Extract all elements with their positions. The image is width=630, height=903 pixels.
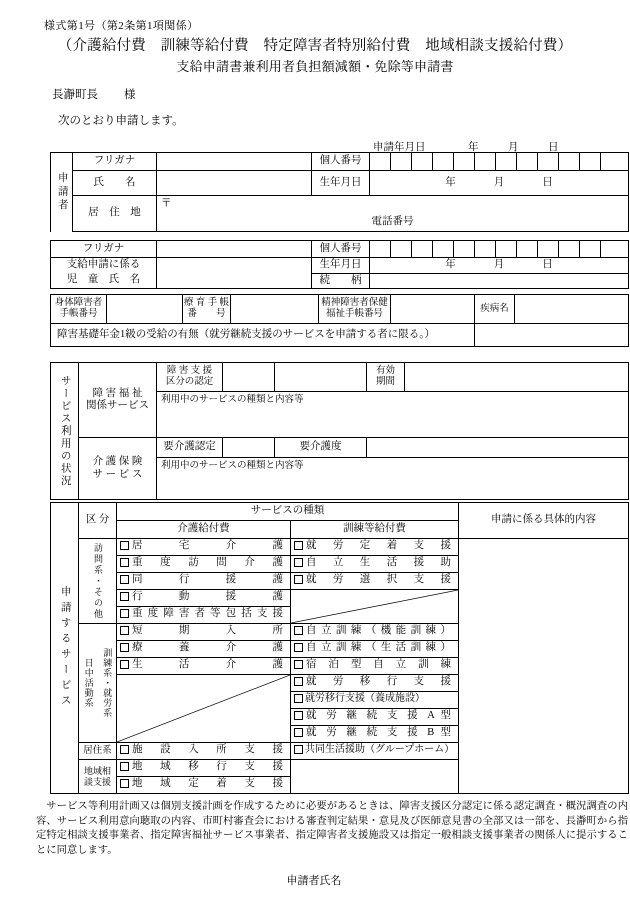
- application-date-month: 月: [508, 142, 519, 153]
- child-mynumber-label: 個人番号: [312, 241, 370, 258]
- service-checkbox-group-home[interactable]: 共同生活援助（グループホーム）: [291, 743, 459, 760]
- services-care-header: 介護給付費: [117, 521, 291, 539]
- services-group-label-community: 地域相 談支援: [79, 760, 117, 794]
- mynumber-cell[interactable]: [370, 153, 391, 171]
- mynumber-cell[interactable]: [517, 153, 538, 171]
- mynumber-cell[interactable]: [559, 241, 580, 258]
- services-group-label-daytime: 日中活動系 訓練系・就労系: [79, 624, 117, 743]
- disability-classification-label: 障 害 支 援 区分の認定: [157, 363, 223, 392]
- services-type-header: サービスの種類: [117, 503, 459, 521]
- applicant-furigana-value[interactable]: [157, 153, 312, 171]
- applicant-name-value[interactable]: [157, 171, 312, 196]
- child-birthdate-value[interactable]: [370, 258, 629, 274]
- checkbox-icon[interactable]: [294, 541, 303, 550]
- applicant-table: [50, 152, 629, 232]
- ryoiku-certificate-label: 療 育 手 帳 番 号: [183, 295, 231, 324]
- welfare-service-label: 障 害 福 祉 関係サービス: [79, 363, 157, 438]
- validity-period-value[interactable]: [405, 363, 629, 392]
- services-category-header: 区 分: [79, 503, 117, 539]
- mynumber-cell[interactable]: [454, 241, 475, 258]
- welfare-services-in-use[interactable]: 利用中のサービスの種類と内容等: [157, 392, 629, 438]
- mynumber-cell[interactable]: [433, 153, 454, 171]
- service-checkbox-independence-functional[interactable]: 自 立 訓 練 （ 機 能 訓 練 ）: [291, 624, 459, 641]
- service-checkbox-medical-care[interactable]: 療 養 介 護: [117, 641, 291, 658]
- disability-classification-value[interactable]: [223, 363, 275, 392]
- checkbox-icon[interactable]: [294, 643, 303, 652]
- birth-year: 年: [445, 259, 456, 271]
- services-training-blank-diagonal: [291, 590, 459, 624]
- pension-answer-value[interactable]: [475, 324, 629, 347]
- ryoiku-certificate-value[interactable]: [231, 295, 319, 324]
- service-checkbox-independence-living[interactable]: 自 立 訓 練 （ 生 活 訓 練 ）: [291, 641, 459, 658]
- birth-day: 日: [542, 176, 553, 188]
- mynumber-cell[interactable]: [538, 241, 559, 258]
- service-checkbox-comprehensive-support[interactable]: 重度障害者等包括支援: [117, 607, 291, 624]
- care-level-value[interactable]: [367, 438, 629, 458]
- service-checkbox-continuous-employment-a[interactable]: 就 労 継 続 支 援 A 型: [291, 709, 459, 726]
- child-relation-label: 続 柄: [312, 273, 370, 289]
- child-furigana-value[interactable]: [157, 241, 312, 258]
- lead-in-text: 次のとおり申請します。: [58, 115, 184, 127]
- applicant-address-label: 居 住 地: [73, 196, 157, 232]
- service-checkbox-facility-entry-support[interactable]: 施 設 入 所 支 援: [117, 743, 291, 760]
- addressee: [52, 86, 136, 102]
- child-name-label-line2: 児 童 氏 名: [51, 273, 157, 289]
- checkbox-icon[interactable]: [294, 745, 303, 754]
- mynumber-cell[interactable]: [475, 241, 496, 258]
- usage-status-side-label: サービス利用の状況: [51, 363, 79, 500]
- checkbox-icon[interactable]: [294, 711, 303, 720]
- service-checkbox-employment-transition[interactable]: 就 労 移 行 支 援: [291, 675, 459, 692]
- mynumber-cell[interactable]: [538, 153, 559, 171]
- mental-certificate-label: 精神障害者保健 福祉手帳番号: [319, 295, 391, 324]
- service-checkbox-home-care[interactable]: 居 宅 介 護: [117, 539, 291, 556]
- checkbox-icon[interactable]: [120, 575, 129, 584]
- birth-month: 月: [493, 259, 505, 271]
- services-side-label: 申請するサービス: [51, 503, 79, 794]
- form-title-line2: 支給申請書兼利用者負担額減額・免除等申請書: [176, 59, 454, 74]
- child-birthdate-label: 生年月日: [312, 258, 370, 274]
- insurance-services-in-use[interactable]: 利用中のサービスの種類と内容等: [157, 458, 629, 500]
- form-number: 様式第1号（第2条第1項関係）: [44, 20, 199, 32]
- mynumber-cell[interactable]: [391, 241, 412, 258]
- application-date-year: 年: [468, 142, 479, 153]
- service-checkbox-independent-living-aid[interactable]: 自 立 生 活 援 助: [291, 556, 459, 573]
- mynumber-cell[interactable]: [433, 241, 454, 258]
- signature-line: [0, 872, 630, 888]
- checkbox-icon[interactable]: [294, 558, 303, 567]
- checkbox-icon[interactable]: [120, 626, 129, 635]
- applicant-birthdate-label: 生年月日: [312, 171, 370, 196]
- application-date-label: 申請年月日: [373, 142, 426, 153]
- service-checkbox-daily-life-care[interactable]: 生 活 介 護: [117, 658, 291, 675]
- services-group-label-residential: 居住系: [79, 743, 117, 760]
- services-detail-header: 申請に係る具体的内容: [459, 503, 629, 539]
- signature-label: 申請者氏名: [286, 875, 342, 887]
- consent-paragraph: [36, 800, 628, 858]
- applicant-birthdate-value[interactable]: [370, 171, 629, 196]
- service-checkbox-continuous-employment-b[interactable]: 就 労 継 続 支 援 B 型: [291, 726, 459, 743]
- service-checkbox-short-stay[interactable]: 短 期 入 所: [117, 624, 291, 641]
- applicant-furigana-label: フリガナ: [73, 153, 157, 171]
- checkbox-icon[interactable]: [120, 592, 129, 601]
- postal-mark: 〒: [161, 198, 172, 209]
- mynumber-cell[interactable]: [496, 153, 517, 171]
- mynumber-cell[interactable]: [580, 153, 601, 171]
- service-checkbox-accompaniment[interactable]: 同 行 援 護: [117, 573, 291, 590]
- care-certification-value[interactable]: [223, 438, 275, 458]
- service-checkbox-employment-settlement[interactable]: 就 労 定 着 支 援: [291, 539, 459, 556]
- birth-month: 月: [493, 176, 505, 188]
- services-training-header: 訓練等給付費: [291, 521, 459, 539]
- child-relation-value[interactable]: [370, 273, 629, 289]
- service-checkbox-employment-selection[interactable]: 就 労 選 択 支 援: [291, 573, 459, 590]
- addressee-name: 長瀞町長: [52, 89, 98, 101]
- service-checkbox-severe-home-visit[interactable]: 重 度 訪 問 介 護: [117, 556, 291, 573]
- application-date-day: 日: [548, 142, 559, 153]
- services-training-blank-bottom: [291, 760, 459, 794]
- checkbox-icon[interactable]: [120, 762, 129, 771]
- form-title-line1: （介護給付費 訓練等給付費 特定障害者特別給付費 地域相談支援給付費）: [57, 38, 573, 54]
- checkbox-icon[interactable]: [294, 660, 303, 669]
- services-group-label-visit: 訪問系・その他: [79, 539, 117, 624]
- mental-certificate-value[interactable]: [391, 295, 475, 324]
- certificates-table: [50, 294, 629, 347]
- mynumber-cell[interactable]: [412, 153, 433, 171]
- mynumber-cell[interactable]: [475, 153, 496, 171]
- checkbox-icon[interactable]: [120, 609, 129, 618]
- checkbox-icon[interactable]: [294, 728, 303, 737]
- service-checkbox-community-transition[interactable]: 地 域 移 行 支 援: [117, 760, 291, 777]
- child-name-value[interactable]: [157, 258, 312, 289]
- checkbox-icon[interactable]: [294, 677, 303, 686]
- applicant-name-label: 氏 名: [73, 171, 157, 196]
- mynumber-cell[interactable]: [496, 241, 517, 258]
- mynumber-cell[interactable]: [559, 153, 580, 171]
- phone-label: 電話番号: [371, 215, 414, 227]
- consent-text: サービス等利用計画又は個別支援計画を作成するために必要があるときは、障害支援区分認定に係る認定調査・概況調査の内容、サービス利用意向聴取の内容、市町村審査会における審査判定結果・意見及び医師意見書の全部又は一部を、長瀞町から指定特定相談支援事業者、指定障害福祉サービス事業者、指定障害者支援施設又は指定一般相談支援事業者の関係人に提示することに同意します。: [36, 801, 628, 856]
- checkbox-icon[interactable]: [120, 779, 129, 788]
- mynumber-cell[interactable]: [580, 241, 601, 258]
- applicant-mynumber-label: 個人番号: [312, 153, 370, 171]
- applicant-side-label: 申請者: [51, 153, 73, 232]
- birth-day: 日: [542, 259, 553, 271]
- mynumber-cell[interactable]: [412, 241, 433, 258]
- mynumber-cell[interactable]: [391, 153, 412, 171]
- mynumber-cell[interactable]: [454, 153, 475, 171]
- checkbox-icon[interactable]: [294, 694, 303, 703]
- checkbox-icon[interactable]: [294, 626, 303, 635]
- service-checkbox-behavior-support[interactable]: 行 動 援 護: [117, 590, 291, 607]
- child-name-label-line1: 支給申請に係る: [51, 258, 157, 274]
- services-care-blank-diagonal: [117, 675, 291, 743]
- physical-certificate-label: 身体障害者 手帳番号: [51, 295, 107, 324]
- disease-name-label: 疾病名: [475, 295, 515, 324]
- birth-year: 年: [445, 176, 456, 188]
- checkbox-icon[interactable]: [120, 558, 129, 567]
- service-checkbox-residential-independence[interactable]: 宿 泊 型 自 立 訓 練: [291, 658, 459, 675]
- child-furigana-label: フリガナ: [51, 241, 157, 258]
- physical-certificate-value[interactable]: [107, 295, 183, 324]
- checkbox-icon[interactable]: [294, 575, 303, 584]
- validity-period-label: 有効 期間: [367, 363, 405, 392]
- child-table: [50, 240, 629, 289]
- disease-name-value[interactable]: [515, 295, 629, 324]
- checkbox-icon[interactable]: [120, 745, 129, 754]
- insurance-service-label: 介 護 保 険 サ ー ビ ス: [79, 438, 157, 500]
- usage-status-table: [50, 362, 629, 500]
- mynumber-cell[interactable]: [601, 153, 629, 171]
- mynumber-cell[interactable]: [517, 241, 538, 258]
- services-detail-value[interactable]: [459, 539, 629, 794]
- disability-classification-extra[interactable]: [275, 363, 367, 392]
- service-checkbox-employment-transition-training[interactable]: 就労移行支援（養成施設）: [291, 692, 459, 709]
- addressee-honorific: 様: [124, 89, 136, 101]
- checkbox-icon[interactable]: [120, 660, 129, 669]
- care-certification-label: 要介護認定: [157, 438, 223, 458]
- mynumber-cell[interactable]: [601, 241, 629, 258]
- applicant-address-value[interactable]: [157, 196, 629, 232]
- service-checkbox-community-settlement[interactable]: 地 域 定 着 支 援: [117, 777, 291, 794]
- mynumber-cell[interactable]: [370, 241, 391, 258]
- pension-question-label: 障害基礎年金1級の受給の有無（就労継続支援のサービスを申請する者に限る。）: [51, 324, 475, 347]
- checkbox-icon[interactable]: [120, 541, 129, 550]
- services-table: [50, 502, 629, 794]
- care-level-label: 要介護度: [275, 438, 367, 458]
- checkbox-icon[interactable]: [120, 643, 129, 652]
